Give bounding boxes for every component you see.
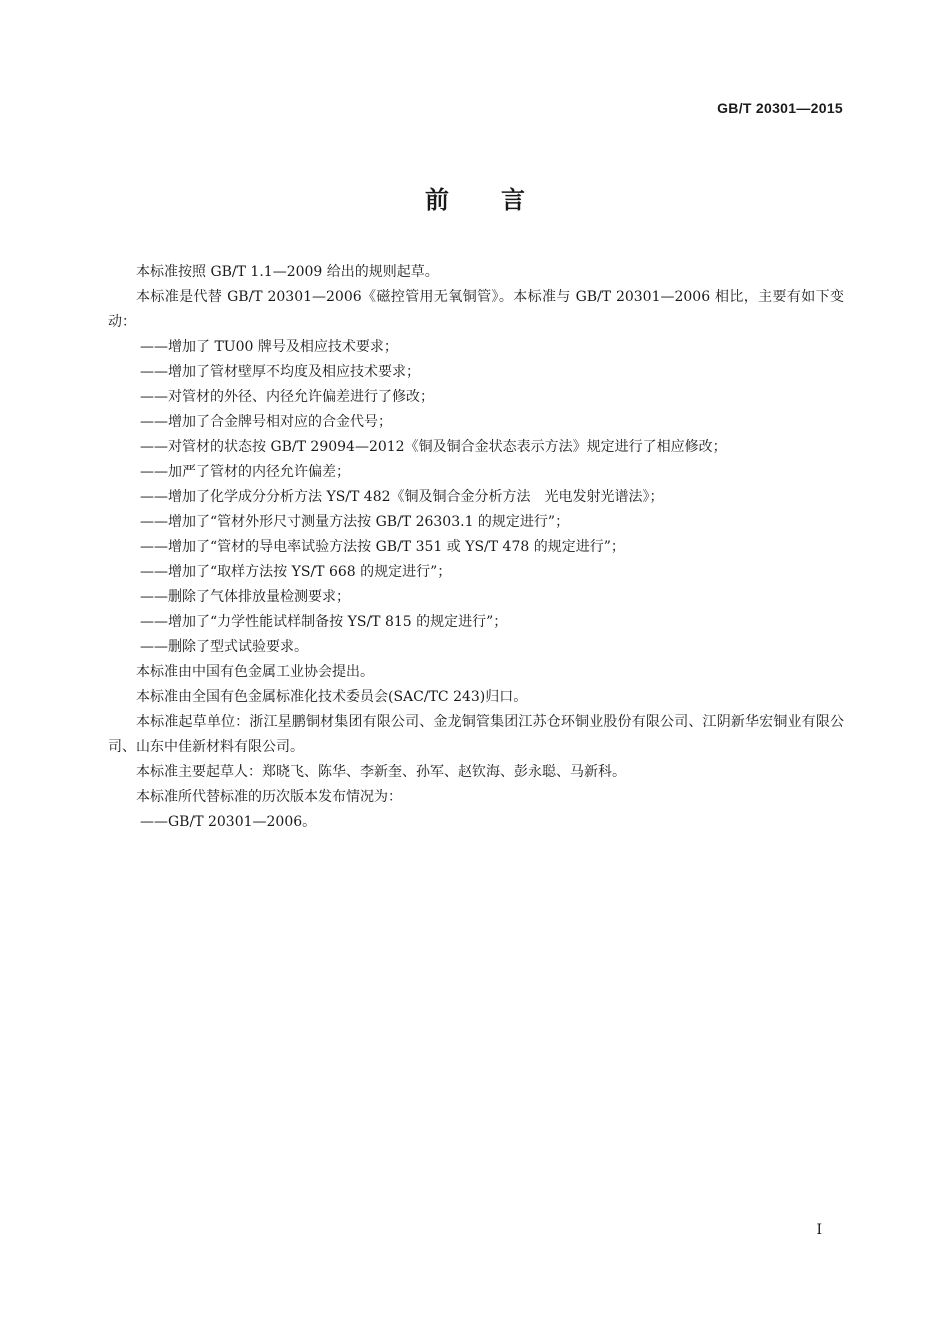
paragraph: 本标准是代替 GB/T 20301—2006《磁控管用无氧铜管》。本标准与 GB/T 20301—2006 相比，主要有如下变动： (108, 289, 844, 330)
list-item: ——增加了管材壁厚不均度及相应技术要求； (140, 364, 420, 380)
list-item: ——增加了“管材外形尺寸测量方法按 GB/T 26303.1 的规定进行”； (140, 514, 570, 530)
paragraph: 本标准主要起草人：郑晓飞、陈华、李新奎、孙军、赵钦海、彭永聪、马新科。 (136, 764, 626, 780)
paragraph: 本标准由中国有色金属工业协会提出。 (136, 664, 374, 680)
list-item: ——加严了管材的内径允许偏差； (140, 464, 350, 480)
list-item: ——对管材的外径、内径允许偏差进行了修改； (140, 389, 434, 405)
list-item: ——增加了 TU00 牌号及相应技术要求； (140, 339, 398, 355)
paragraph: 本标准起草单位：浙江星鹏铜材集团有限公司、金龙铜管集团江苏仓环铜业股份有限公司、江阴新华宏铜业有限公司、山东中佳新材料有限公司。 (108, 714, 844, 755)
list-item: ——对管材的状态按 GB/T 29094—2012《铜及铜合金状态表示方法》规定进行了相应修改； (140, 439, 727, 455)
list-item: ——增加了“取样方法按 YS/T 668 的规定进行”； (140, 564, 452, 580)
paragraph: 本标准由全国有色金属标准化技术委员会(SAC/TC 243)归口。 (136, 689, 528, 705)
page-number: I (816, 1222, 822, 1238)
list-item: ——删除了气体排放量检测要求； (140, 589, 350, 605)
list-item: ——增加了“管材的导电率试验方法按 GB/T 351 或 YS/T 478 的规定进行”； (140, 539, 625, 555)
paragraph: 本标准按照 GB/T 1.1—2009 给出的规则起草。 (136, 264, 439, 280)
paragraph: 本标准所代替标准的历次版本发布情况为： (136, 789, 402, 805)
list-item: ——删除了型式试验要求。 (140, 639, 308, 655)
document-body (108, 260, 844, 835)
list-item: ——增加了合金牌号相对应的合金代号； (140, 414, 392, 430)
list-item: ——增加了“力学性能试样制备按 YS/T 815 的规定进行”； (140, 614, 508, 630)
list-item: ——增加了化学成分分析方法 YS/T 482《铜及铜合金分析方法 光电发射光谱法》； (140, 489, 664, 505)
standard-code: GB/T 20301—2015 (717, 100, 843, 116)
list-item: ——GB/T 20301—2006。 (140, 814, 317, 830)
page-title: 前言 (425, 186, 577, 214)
